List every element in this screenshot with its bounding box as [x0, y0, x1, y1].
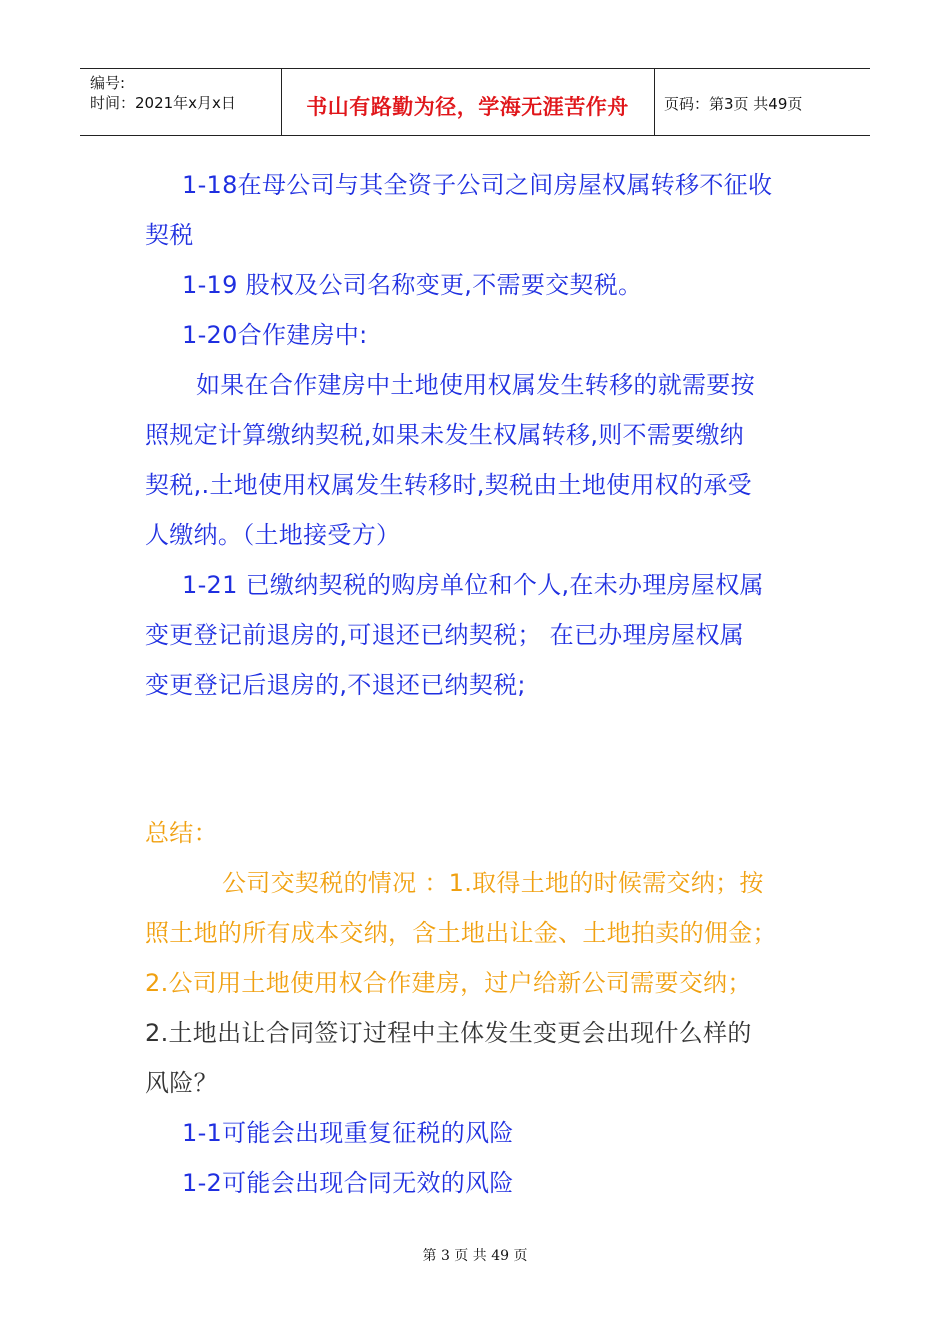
paragraph-line: 如果在合作建房中土地使用权属发生转移的就需要按 — [196, 371, 755, 399]
motto: 书山有路勤为径，学海无涯苦作舟 — [306, 94, 629, 119]
summary-line: 公司交契税的情况 ：1.取得土地的时候需交纳；按 — [222, 869, 764, 897]
paragraph-line: 契税,.土地使用权属发生转移时,契税由土地使用权的承受 — [145, 471, 752, 499]
paragraph-line: 人缴纳。（土地接受方） — [145, 521, 401, 549]
paragraph-line: 契税 — [145, 221, 194, 249]
answer-line: 1-1可能会出现重复征税的风险 — [182, 1119, 514, 1147]
summary-heading: 总结： — [145, 819, 218, 847]
paragraph-line: 变更登记前退房的,可退还已纳契税； 在已办理房屋权属 — [145, 621, 745, 649]
question-line: 2.土地出让合同签订过程中主体发生变更会出现什么样的 — [145, 1019, 752, 1047]
document-number: 编号: — [90, 74, 126, 92]
document-time: 时间：2021年x月x日 — [90, 94, 236, 112]
paragraph-line: 1-19 股权及公司名称变更,不需要交契税。 — [182, 271, 643, 299]
summary-line: 2.公司用土地使用权合作建房，过户给新公司需要交纳； — [145, 969, 752, 997]
question-line: 风险？ — [145, 1069, 218, 1097]
paragraph-line: 照规定计算缴纳契税,如果未发生权属转移,则不需要缴纳 — [145, 421, 745, 449]
page-footer: 第 3 页 共 49 页 — [422, 1248, 528, 1264]
paragraph-line: 1-20合作建房中: — [182, 321, 368, 349]
summary-line: 照土地的所有成本交纳，含土地出让金、土地拍卖的佣金； — [145, 919, 777, 947]
header-meta-cell — [80, 69, 282, 135]
paragraph-line: 1-18在母公司与其全资子公司之间房屋权属转移不征收 — [182, 171, 773, 199]
header-page-cell — [654, 69, 870, 135]
paragraph-line: 变更登记后退房的,不退还已纳契税; — [145, 671, 526, 699]
answer-line: 1-2可能会出现合同无效的风险 — [182, 1169, 514, 1197]
document-header — [80, 68, 870, 136]
header-motto-cell — [281, 69, 655, 135]
page-info: 页码：第3页 共49页 — [664, 95, 803, 113]
paragraph-line: 1-21 已缴纳契税的购房单位和个人,在未办理房屋权属 — [182, 571, 764, 599]
